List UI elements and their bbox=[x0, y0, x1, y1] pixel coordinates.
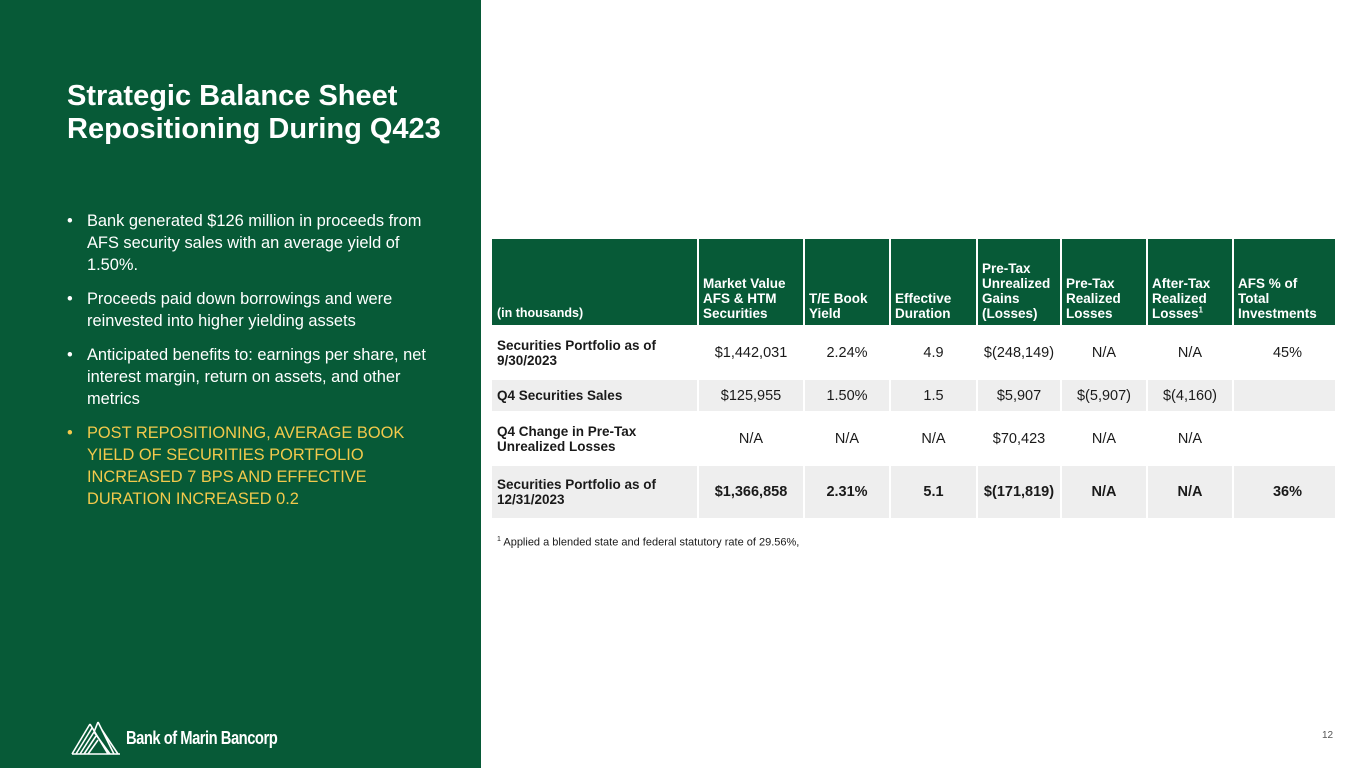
table-cell: N/A bbox=[1062, 411, 1148, 466]
row-label: Securities Portfolio as of 12/31/2023 bbox=[492, 466, 699, 518]
bullet-marker: • bbox=[67, 346, 73, 364]
slide-title: Strategic Balance Sheet Repositioning During Q423 bbox=[67, 80, 441, 145]
bullet-text: Bank generated $126 million in proceeds from AFS security sales with an average yield of 1.50%. bbox=[87, 212, 422, 274]
table-cell: $(171,819) bbox=[978, 466, 1062, 518]
page-number: 12 bbox=[1322, 730, 1334, 741]
table-cell bbox=[1234, 380, 1335, 411]
table-cell: N/A bbox=[805, 411, 891, 466]
table-cell: N/A bbox=[891, 411, 978, 466]
row-label: Securities Portfolio as of 9/30/2023 bbox=[492, 325, 699, 380]
bullet-marker: • bbox=[67, 424, 73, 442]
table-cell: 45% bbox=[1234, 325, 1335, 380]
footnote-mark: 1 bbox=[1198, 305, 1203, 315]
securities-table bbox=[492, 239, 1335, 518]
table-cell: $1,442,031 bbox=[699, 325, 805, 380]
table-cell: $(248,149) bbox=[978, 325, 1062, 380]
table-cell: 36% bbox=[1234, 466, 1335, 518]
table-cell bbox=[1234, 411, 1335, 466]
bullet-item-highlight bbox=[67, 422, 427, 510]
table-row bbox=[492, 325, 1335, 380]
table-cell: 2.24% bbox=[805, 325, 891, 380]
table-cell: $(5,907) bbox=[1062, 380, 1148, 411]
bullet-list bbox=[67, 210, 427, 522]
table-cell: N/A bbox=[1062, 466, 1148, 518]
header-cell: Effective Duration bbox=[891, 239, 978, 325]
table-cell: $70,423 bbox=[978, 411, 1062, 466]
bullet-marker: • bbox=[67, 212, 73, 230]
bullet-text: POST REPOSITIONING, AVERAGE BOOK YIELD OF SECURITIES PORTFOLIO INCREASED 7 BPS AND EFFECTIVE DURATION INCREASED 0.2 bbox=[87, 424, 405, 508]
table-row bbox=[492, 380, 1335, 411]
table-cell: 1.50% bbox=[805, 380, 891, 411]
table-footnote bbox=[497, 536, 799, 549]
company-logo bbox=[70, 718, 310, 758]
table-cell: N/A bbox=[1148, 466, 1234, 518]
table-cell: N/A bbox=[1062, 325, 1148, 380]
table-row bbox=[492, 466, 1335, 518]
row-label: Q4 Change in Pre-Tax Unrealized Losses bbox=[492, 411, 699, 466]
bullet-item bbox=[67, 210, 427, 276]
header-cell: T/E Book Yield bbox=[805, 239, 891, 325]
header-cell: (in thousands) bbox=[492, 239, 699, 325]
table-cell: N/A bbox=[699, 411, 805, 466]
header-cell bbox=[1148, 239, 1234, 325]
bullet-item bbox=[67, 288, 427, 332]
header-cell: Pre-Tax Realized Losses bbox=[1062, 239, 1148, 325]
bullet-item bbox=[67, 344, 427, 410]
table-cell: $1,366,858 bbox=[699, 466, 805, 518]
table-cell: N/A bbox=[1148, 411, 1234, 466]
table-cell: $5,907 bbox=[978, 380, 1062, 411]
table-cell: 2.31% bbox=[805, 466, 891, 518]
footnote-text: Applied a blended state and federal statutory rate of 29.56%, bbox=[503, 536, 800, 549]
row-label: Q4 Securities Sales bbox=[492, 380, 699, 411]
left-panel bbox=[0, 0, 481, 768]
mountain-trees-logo-icon bbox=[70, 720, 122, 756]
table-row bbox=[492, 411, 1335, 466]
header-cell-text: After-Tax Realized Losses bbox=[1152, 276, 1211, 321]
table-header-row bbox=[492, 239, 1335, 325]
logo-text: Bank of Marin Bancorp bbox=[126, 727, 278, 748]
table-cell: $(4,160) bbox=[1148, 380, 1234, 411]
header-cell: Pre-Tax Unrealized Gains (Losses) bbox=[978, 239, 1062, 325]
bullet-text: Anticipated benefits to: earnings per share, net interest margin, return on assets, and other metrics bbox=[87, 346, 426, 408]
header-cell: AFS % of Total Investments bbox=[1234, 239, 1335, 325]
table-cell: 5.1 bbox=[891, 466, 978, 518]
table-cell: 4.9 bbox=[891, 325, 978, 380]
table-cell: 1.5 bbox=[891, 380, 978, 411]
footnote-mark: 1 bbox=[497, 536, 501, 543]
table-cell: N/A bbox=[1148, 325, 1234, 380]
table-cell: $125,955 bbox=[699, 380, 805, 411]
bullet-marker: • bbox=[67, 290, 73, 308]
bullet-text: Proceeds paid down borrowings and were reinvested into higher yielding assets bbox=[87, 290, 393, 330]
header-cell: Market Value AFS & HTM Securities bbox=[699, 239, 805, 325]
